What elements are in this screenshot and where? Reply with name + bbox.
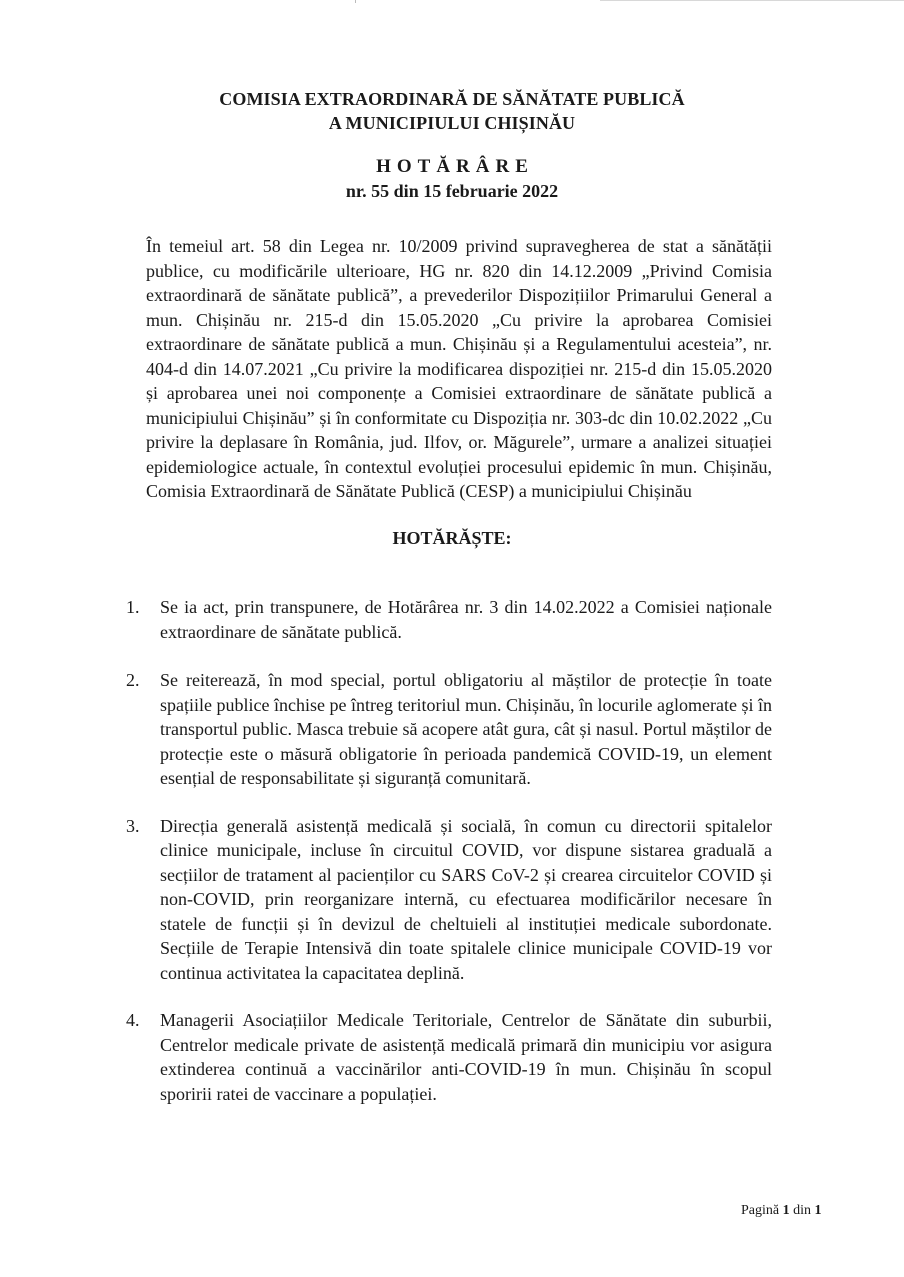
item-text: Direcția generală asistență medicală și socială, în comun cu directorii spitalelor clinice municipale, incluse în circuitul COVID, vor dispune sistarea graduală a secțiilor de tratament al pacienților cu SARS CoV-2 și crearea circuitelor COVID și non-COVID, prin reorganizare internă, cu efectuarea modificărilor necesare în statele de funcții și în devizul de cheltuieli al instituției medicale subordonate. Secțiile de Terapie Intensivă din toate spitalele clinice municipale COVID-19 vor continua activitatea la capacitatea deplină. <box>160 815 772 983</box>
institution-name-line2: A MUNICIPIULUI CHIȘINĂU <box>328 113 576 133</box>
decision-items-list <box>126 595 772 1106</box>
current-page: 1 <box>782 1203 790 1218</box>
page-label: Pagină <box>741 1203 780 1218</box>
item-number: 2. <box>126 670 140 690</box>
preamble-paragraph: În temeiul art. 58 din Legea nr. 10/2009 privind supravegherea de stat a sănătății publice, cu modificările ulterioare, HG nr. 820 din 14.12.2009 „Privind Comisia extraordinară de sănătate publică”, a prevederilor Dispozițiilor Primarului General a mun. Chișinău nr. 215-d din 15.05.2020 „Cu privire la aprobarea Comisiei extraordinare de sănătate publică a mun. Chișinău și a Regulamentului acesteia”, nr. 404-d din 14.07.2021 „Cu privire la modificarea dispoziției nr. 215-d din 15.05.2020 și aprobarea unei noi componențe a Comisiei extraordinare de sănătate publică a municipiului Chișinău” și în conformitate cu Dispoziția nr. 303-dc din 10.02.2022 „Cu privire la deplasare în România, jud. Ilfov, or. Măgurele”, urmare a analizei situației epidemiologice actuale, în contextul evoluției procesului epidemic în mun. Chișinău, Comisia Extraordinară de Sănătate Publică (CESP) a municipiului Chișinău <box>146 236 772 501</box>
decision-item <box>126 814 772 986</box>
item-number: 4. <box>126 1010 140 1030</box>
decision-item <box>126 1008 772 1106</box>
item-text: Managerii Asociațiilor Medicale Teritoriale, Centrelor de Sănătate din suburbii, Centrelor medicale private de asistență medicală primară din municipiu vor asigura extinderea continuă a vaccinărilor anti-COVID-19 în mun. Chișinău în scopul sporirii ratei de vaccinare a populației. <box>160 1010 772 1104</box>
total-pages: 1 <box>814 1203 822 1218</box>
page-separator: din <box>793 1203 811 1218</box>
scan-tick-mark <box>355 0 356 3</box>
item-text: Se ia act, prin transpunere, de Hotărârea nr. 3 din 14.02.2022 a Comisiei naționale extraordinare de sănătate publică. <box>160 597 772 642</box>
item-number: 1. <box>126 597 140 617</box>
scan-edge-line <box>600 0 904 1</box>
page-footer <box>741 1203 822 1219</box>
institution-name-line1: COMISIA EXTRAORDINARĂ DE SĂNĂTATE PUBLICĂ <box>219 89 685 109</box>
decision-item <box>126 595 772 644</box>
decision-heading: HOTĂRĂȘTE: <box>392 528 512 548</box>
document-title: HOTĂRÂRE <box>376 156 534 177</box>
item-text: Se reiterează, în mod special, portul obligatoriu al măștilor de protecție în toate spațiile publice închise pe întreg teritoriul mun. Chișinău, în locurile aglomerate și în transportul public. Masca trebuie să acopere atât gura, cât și nasul. Portul măștilor de protecție este o măsură obligatorie în perioada pandemică COVID-19, un element esențial de responsabilitate și siguranță comunitară. <box>160 670 772 788</box>
item-number: 3. <box>126 815 140 836</box>
document-header <box>0 87 904 203</box>
document-number-date: nr. 55 din 15 februarie 2022 <box>345 181 559 201</box>
decision-item <box>126 668 772 791</box>
